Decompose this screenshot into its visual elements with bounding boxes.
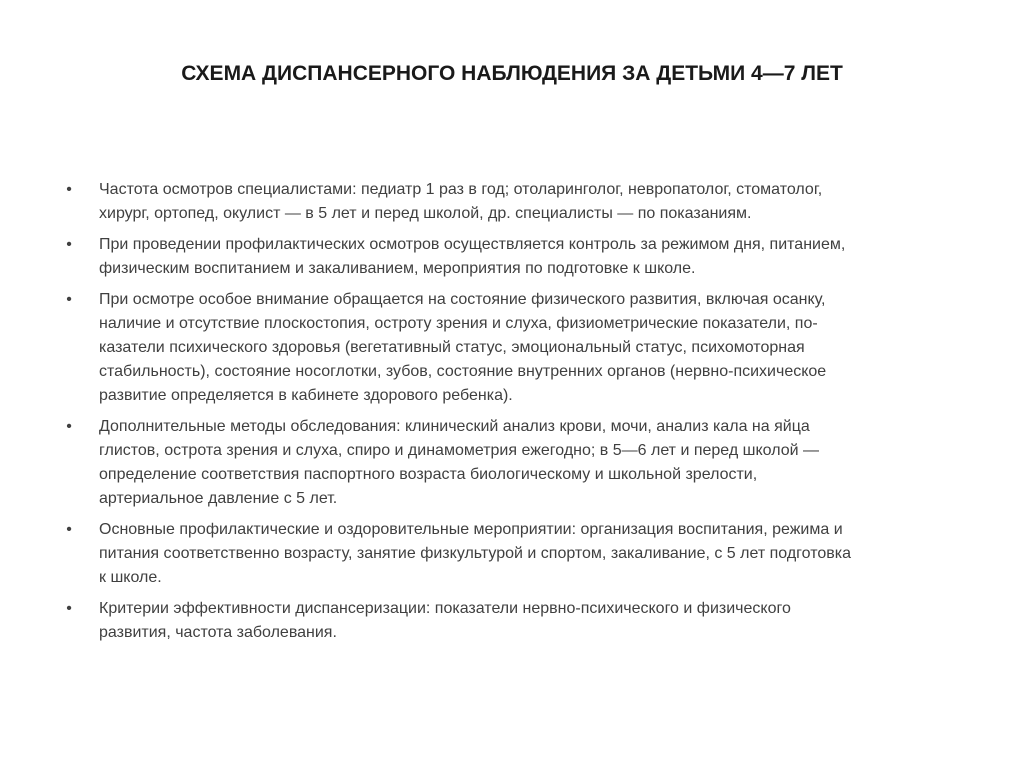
- bullet-item: [62, 178, 962, 226]
- bullet-line: развитие определяется в кабинете здорового ребенка).: [99, 387, 513, 404]
- bullet-text: [99, 233, 962, 281]
- bullet-line: стабильность), состояние носоглотки, зубов, состояние внутренних органов (нервно-психическое: [99, 363, 827, 380]
- bullet-text: [99, 597, 962, 645]
- bullet-dot: •: [66, 291, 72, 308]
- bullet-line: Дополнительные методы обследования: клинический анализ крови, мочи, анализ кала на яйца: [99, 418, 810, 435]
- bullet-line: питания соответственно возрасту, занятие физкультурой и спортом, закаливание, с 5 лет подготовка: [99, 545, 851, 562]
- bullet-item: [62, 597, 962, 645]
- bullet-item: [62, 288, 962, 408]
- bullet-item: [62, 415, 962, 511]
- bullet-item: [62, 518, 962, 590]
- bullet-line: хирург, ортопед, окулист — в 5 лет и перед школой, др. специалисты — по показаниям.: [99, 205, 752, 222]
- bullet-text: [99, 415, 962, 511]
- bullet-dot: •: [66, 600, 72, 617]
- bullet-dot: •: [66, 181, 72, 198]
- bullet-line: к школе.: [99, 569, 162, 586]
- slide-title: СХЕМА ДИСПАНСЕРНОГО НАБЛЮДЕНИЯ ЗА ДЕТЬМИ 4—7 ЛЕТ: [181, 62, 843, 85]
- bullet-line: артериальное давление с 5 лет.: [99, 490, 338, 507]
- bullet-line: развития, частота заболевания.: [99, 624, 337, 641]
- bullet-line: При осмотре особое внимание обращается на состояние физического развития, включая осанку,: [99, 291, 826, 308]
- bullet-line: определение соответствия паспортного возраста биологическому и школьной зрелости,: [99, 466, 758, 483]
- bullet-list: [62, 178, 962, 652]
- bullet-line: Частота осмотров специалистами: педиатр 1 раз в год; отоларинголог, невропатолог, стоматолог,: [99, 181, 823, 198]
- bullet-line: казатели психического здоровья (вегетативный статус, эмоциональный статус, психомоторная: [99, 339, 805, 356]
- bullet-line: Критерии эффективности диспансеризации: показатели нервно-психического и физического: [99, 600, 791, 617]
- bullet-text: [99, 288, 962, 408]
- bullet-text: [99, 518, 962, 590]
- bullet-line: При проведении профилактических осмотров осуществляется контроль за режимом дня, питанием,: [99, 236, 846, 253]
- bullet-text: [99, 178, 962, 226]
- bullet-dot: •: [66, 521, 72, 538]
- bullet-line: Основные профилактические и оздоровительные мероприятии: организация воспитания, режима и: [99, 521, 843, 538]
- bullet-dot: •: [66, 418, 72, 435]
- bullet-dot: •: [66, 236, 72, 253]
- bullet-line: глистов, острота зрения и слуха, спиро и динамометрия ежегодно; в 5—6 лет и перед школой —: [99, 442, 819, 459]
- bullet-line: наличие и отсутствие плоскостопия, остроту зрения и слуха, физиометрические показатели, по-: [99, 315, 818, 332]
- bullet-line: физическим воспитанием и закаливанием, мероприятия по подготовке к школе.: [99, 260, 696, 277]
- bullet-item: [62, 233, 962, 281]
